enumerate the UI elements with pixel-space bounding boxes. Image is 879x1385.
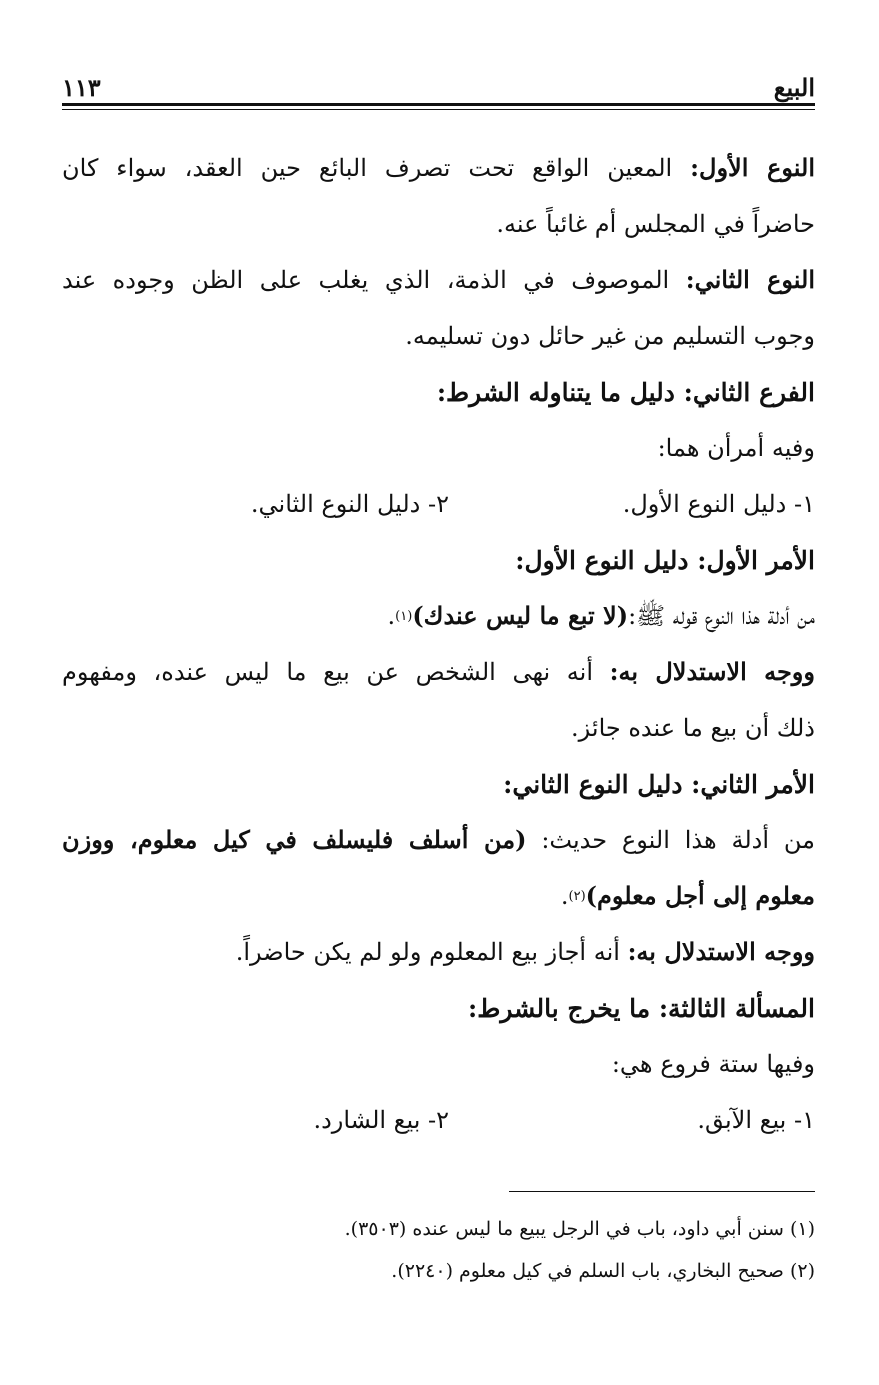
six-branches-intro: وفيها ستة فروع هي: [611, 1050, 815, 1078]
hadith-quote: (لا تبع ما ليس عندك) [412, 601, 629, 630]
reasoning-label: ووجه الاستدلال به: [609, 657, 815, 686]
heading-branch2: الفرع الثاني: دليل ما يتناوله الشرط: [436, 377, 815, 407]
matters-list-item: ١- دليل النوع الأول. [622, 490, 815, 518]
branches-list-item: ١- بيع الآبق. [697, 1106, 815, 1134]
period: . [560, 882, 569, 910]
matter1-reason-line1 [62, 644, 815, 700]
reasoning-label: ووجه الاستدلال به: [627, 937, 815, 966]
footnote-ref[interactable]: (٢) [568, 888, 586, 904]
reasoning-text: أنه نهى الشخص عن بيع ما ليس عنده، ومفهوم [62, 658, 594, 686]
main-text [62, 140, 815, 1148]
heading-issue3: المسألة الثالثة: ما يخرج بالشرط: [468, 993, 815, 1023]
heading-matter2: الأمر الثاني: دليل النوع الثاني: [503, 769, 815, 799]
matters-list [62, 476, 815, 532]
type2-text-cont: وجوب التسليم من غير حائل دون تسليمه. [405, 322, 815, 350]
type2-label: النوع الثاني: [685, 265, 815, 294]
matter1-reason-line2 [62, 700, 815, 756]
two-matters-intro: وفيه أمرأن هما: [657, 434, 815, 462]
branches-list-item: ٢- بيع الشارد. [313, 1106, 449, 1134]
heading-matter1: الأمر الأول: دليل النوع الأول: [515, 545, 815, 575]
matter2-reason [62, 924, 815, 980]
branches-list [62, 1092, 815, 1148]
reasoning-text: أنه أجاز بيع المعلوم ولو لم يكن حاضراً. [235, 938, 620, 966]
footnote-2: (٢) صحيح البخاري، باب السلم في كيل معلوم (٢٢٤٠). [391, 1260, 815, 1282]
footnote-separator [509, 1191, 815, 1192]
matter2-evidence-line2 [62, 868, 815, 924]
type1-label: النوع الأول: [690, 153, 815, 182]
matters-list-item: ٢- دليل النوع الثاني. [250, 490, 449, 518]
reasoning-text-cont: ذلك أن بيع ما عنده جائز. [571, 714, 815, 742]
paragraph-type1-line2 [62, 196, 815, 252]
header-rule-thin [62, 109, 815, 110]
paragraph-type2-line1 [62, 252, 815, 308]
hadith-quote-cont: معلوم إلى أجل معلوم) [585, 881, 815, 910]
period: . [387, 602, 396, 630]
paragraph-type2-line2 [62, 308, 815, 364]
running-header [62, 64, 815, 102]
hadith-quote: (من أسلف فليسلف في كيل معلوم، ووزن [62, 825, 527, 854]
header-rule-thick [62, 103, 815, 106]
evidence-intro: من أدلة هذا النوع حديث: [526, 826, 815, 854]
page-number: ١١٣ [62, 73, 101, 102]
matter1-evidence [62, 588, 815, 644]
chapter-title: البيع [773, 73, 815, 102]
type1-text: المعين الواقع تحت تصرف البائع حين العقد، سواء كان [62, 154, 673, 182]
footnote-ref[interactable]: (١) [395, 608, 413, 624]
paragraph-type1-line1 [62, 140, 815, 196]
evidence-intro: من أدلة هذا النوع قوله ﷺ: [628, 602, 815, 630]
type2-text: الموصوف في الذمة، الذي يغلب على الظن وجوده عند [62, 266, 670, 294]
footnote-1: (١) سنن أبي داود، باب في الرجل يبيع ما ليس عنده (٣٥٠٣). [344, 1218, 815, 1240]
type1-text-cont: حاضراً في المجلس أم غائباً عنه. [496, 210, 815, 238]
footnotes [62, 1208, 815, 1292]
matter2-evidence-line1 [62, 812, 815, 868]
